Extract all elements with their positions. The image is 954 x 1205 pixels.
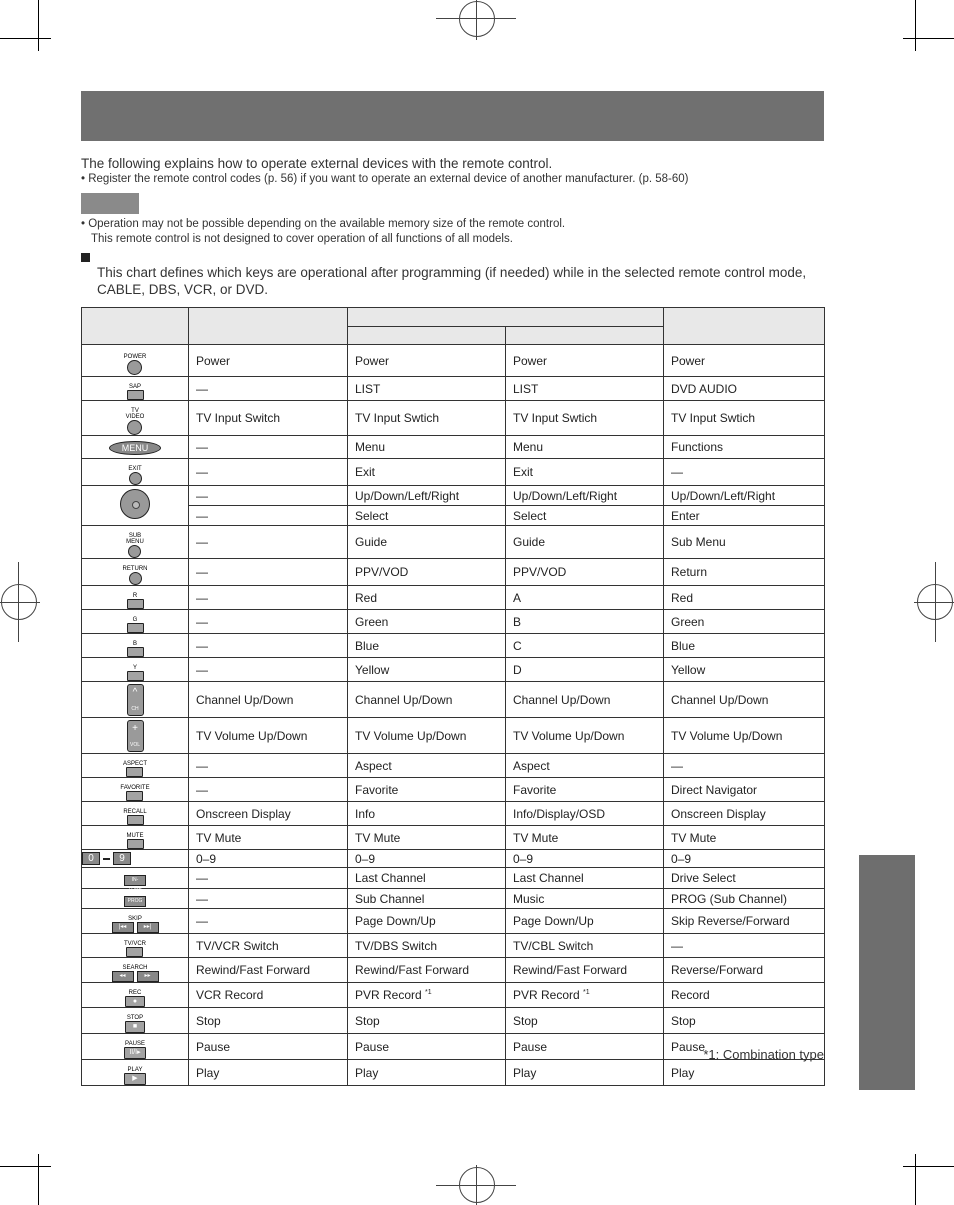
- crop-mark: [0, 1166, 51, 1167]
- cell: Green: [664, 610, 825, 634]
- crop-mark: [903, 1166, 954, 1167]
- cell: Up/Down/Left/Right: [506, 486, 664, 506]
- cell: Exit: [506, 459, 664, 486]
- cell: Select: [348, 506, 506, 526]
- cell: Channel Up/Down: [189, 682, 348, 718]
- table-row: [82, 889, 825, 909]
- cell: Play: [189, 1060, 348, 1086]
- header-row: [82, 308, 825, 327]
- table-row: [82, 436, 825, 459]
- cell: Red: [664, 586, 825, 610]
- cell: 0–9: [189, 850, 348, 868]
- cell: 0–9: [664, 850, 825, 868]
- volume-rocker-icon: + VOL: [82, 718, 189, 754]
- cell: Channel Up/Down: [348, 682, 506, 718]
- table-row: [82, 526, 825, 559]
- pause-button-icon: PAUSE II/I▸: [82, 1034, 189, 1060]
- cell: A: [506, 586, 664, 610]
- cell: Power: [189, 345, 348, 377]
- cell: Pause: [506, 1034, 664, 1060]
- table-row: [82, 401, 825, 436]
- crop-mark: [915, 1154, 916, 1205]
- page-header-bar: [81, 91, 824, 141]
- cell: Stop: [506, 1008, 664, 1034]
- cell: Channel Up/Down: [506, 682, 664, 718]
- table-row: [82, 506, 825, 526]
- cell: PVR Record $^{*1}$: [506, 983, 664, 1008]
- note-label-box: [81, 193, 139, 214]
- cell: PROG (Sub Channel): [664, 889, 825, 909]
- table-row: [82, 934, 825, 958]
- cell: —: [189, 586, 348, 610]
- table-row: [82, 718, 825, 754]
- cell: Reverse/Forward: [664, 958, 825, 983]
- registration-mark: [459, 1, 495, 37]
- cell: TV/DBS Switch: [348, 934, 506, 958]
- cell: Pause: [348, 1034, 506, 1060]
- table-row: [82, 377, 825, 401]
- cell: Channel Up/Down: [664, 682, 825, 718]
- cell: Music: [506, 889, 664, 909]
- table-row: [82, 868, 825, 889]
- cell: —: [189, 436, 348, 459]
- cell: TV Mute: [664, 826, 825, 850]
- cell: Aspect: [348, 754, 506, 778]
- cell: —: [189, 634, 348, 658]
- header-col4: [664, 308, 825, 345]
- cell: —: [189, 459, 348, 486]
- cell: Power: [506, 345, 664, 377]
- header-col1: [189, 308, 348, 345]
- cell: —: [664, 934, 825, 958]
- cell: 0–9: [348, 850, 506, 868]
- cell: TV Input Swtich: [506, 401, 664, 436]
- cell: —: [189, 754, 348, 778]
- cell: TV/VCR Switch: [189, 934, 348, 958]
- crop-mark: [38, 1154, 39, 1205]
- cell: D: [506, 658, 664, 682]
- cell: TV/CBL Switch: [506, 934, 664, 958]
- tv-video-button-icon: TV VIDEO: [82, 401, 189, 436]
- cell: Red: [348, 586, 506, 610]
- cell: Sub Menu: [664, 526, 825, 559]
- cell: Blue: [348, 634, 506, 658]
- cell: TV Volume Up/Down: [664, 718, 825, 754]
- cell: Power: [664, 345, 825, 377]
- record-button-icon: REC ●: [82, 983, 189, 1008]
- registration-line: [0, 602, 40, 603]
- cell: Yellow: [664, 658, 825, 682]
- table-row: [82, 486, 825, 506]
- section-marker: [81, 253, 90, 262]
- cell: TV Volume Up/Down: [506, 718, 664, 754]
- number-keys-icon: 0 9: [82, 850, 189, 868]
- cell: TV Volume Up/Down: [189, 718, 348, 754]
- cell: —: [189, 909, 348, 934]
- search-buttons-icon: SEARCH ◂◂ ▸▸: [82, 958, 189, 983]
- table-row: [82, 958, 825, 983]
- side-tab: [859, 855, 915, 1090]
- sub-menu-button-icon: SUB MENU: [82, 526, 189, 559]
- table-row: [82, 778, 825, 802]
- table-row: [82, 610, 825, 634]
- stop-button-icon: STOP ■: [82, 1008, 189, 1034]
- cell: —: [189, 778, 348, 802]
- cell: Enter: [664, 506, 825, 526]
- cell: PPV/VOD: [506, 559, 664, 586]
- cell: Select: [506, 506, 664, 526]
- cell: Drive Select: [664, 868, 825, 889]
- cell: Rewind/Fast Forward: [506, 958, 664, 983]
- cell: PVR Record $^{*1}$: [348, 983, 506, 1008]
- channel-rocker-icon: ^ CH: [82, 682, 189, 718]
- cell: C: [506, 634, 664, 658]
- exit-button-icon: EXIT: [82, 459, 189, 486]
- cell: Stop: [189, 1008, 348, 1034]
- cell: LIST: [506, 377, 664, 401]
- table-row: [82, 559, 825, 586]
- intro-text: The following explains how to operate external devices with the remote control.: [81, 156, 553, 171]
- cell: TV Volume Up/Down: [348, 718, 506, 754]
- cell: Green: [348, 610, 506, 634]
- cell: —: [189, 377, 348, 401]
- favorite-button-icon: FAVORITE: [82, 778, 189, 802]
- cell: Onscreen Display: [664, 802, 825, 826]
- cell: Up/Down/Left/Right: [664, 486, 825, 506]
- cell: Sub Channel: [348, 889, 506, 909]
- table-row: [82, 459, 825, 486]
- cell: TV Mute: [506, 826, 664, 850]
- table-row: [82, 909, 825, 934]
- cell: Last Channel: [506, 868, 664, 889]
- red-button-icon: R: [82, 586, 189, 610]
- table-row: [82, 802, 825, 826]
- note-line-2: This remote control is not designed to cover operation of all functions of all models.: [91, 233, 513, 245]
- cell: Direct Navigator: [664, 778, 825, 802]
- green-button-icon: G: [82, 610, 189, 634]
- cell: Guide: [348, 526, 506, 559]
- cell: LIST: [348, 377, 506, 401]
- cell: —: [664, 459, 825, 486]
- prog-button-icon: PROG: [82, 889, 189, 909]
- table-row: [82, 850, 825, 868]
- crop-mark: [903, 38, 954, 39]
- footnote: *1: Combination type: [703, 1047, 824, 1062]
- registration-line: [18, 562, 19, 642]
- power-button-icon: POWER: [82, 345, 189, 377]
- crop-mark: [0, 38, 51, 39]
- cell: Page Down/Up: [348, 909, 506, 934]
- cell: —: [664, 754, 825, 778]
- cell: Pause: [664, 1034, 825, 1060]
- table-row: [82, 658, 825, 682]
- cell: —: [189, 658, 348, 682]
- cell: Play: [506, 1060, 664, 1086]
- cell: Info: [348, 802, 506, 826]
- cell: TV Input Swtich: [664, 401, 825, 436]
- table-row: [82, 586, 825, 610]
- cell: Play: [664, 1060, 825, 1086]
- cell: Yellow: [348, 658, 506, 682]
- chart-description: This chart defines which keys are operational after programming (if needed) while in the selected remote control mode, CABLE, DBS, VCR, or DVD.: [97, 265, 807, 297]
- registration-line: [914, 602, 954, 603]
- cell: Guide: [506, 526, 664, 559]
- cell: Rewind/Fast Forward: [189, 958, 348, 983]
- blue-button-icon: B: [82, 634, 189, 658]
- cell: —: [189, 610, 348, 634]
- cell: Page Down/Up: [506, 909, 664, 934]
- cell: —: [189, 868, 348, 889]
- cell: PPV/VOD: [348, 559, 506, 586]
- cell: —: [189, 506, 348, 526]
- dpad-icon: [82, 486, 189, 526]
- cell: Last Channel: [348, 868, 506, 889]
- cell: Return: [664, 559, 825, 586]
- cell: Functions: [664, 436, 825, 459]
- header-key: [82, 308, 189, 345]
- cell: VCR Record: [189, 983, 348, 1008]
- cell: TV Mute: [348, 826, 506, 850]
- cell: B: [506, 610, 664, 634]
- sap-button-icon: SAP: [82, 377, 189, 401]
- register-bullet: • Register the remote control codes (p. 56) if you want to operate an external device of another manufacturer. (p. 58-60): [81, 173, 689, 185]
- mute-button-icon: MUTE: [82, 826, 189, 850]
- recall-button-icon: RECALL: [82, 802, 189, 826]
- key-function-table: [81, 307, 825, 1086]
- cell: Rewind/Fast Forward: [348, 958, 506, 983]
- note-line-1: • Operation may not be possible depending on the available memory size of the remote control.: [81, 218, 566, 230]
- cell: Exit: [348, 459, 506, 486]
- registration-line: [935, 562, 936, 642]
- cell: Blue: [664, 634, 825, 658]
- table-row: [82, 1060, 825, 1086]
- table-row: [82, 826, 825, 850]
- return-button-icon: RETURN: [82, 559, 189, 586]
- table-row: [82, 1008, 825, 1034]
- in-tune-button-icon: IN-TUNE: [82, 868, 189, 889]
- cell: Aspect: [506, 754, 664, 778]
- cell: Power: [348, 345, 506, 377]
- crop-mark: [915, 0, 916, 51]
- cell: Stop: [348, 1008, 506, 1034]
- header-col3: [506, 326, 664, 345]
- cell: —: [189, 486, 348, 506]
- table-row: [82, 754, 825, 778]
- cell: TV Input Swtich: [348, 401, 506, 436]
- cell: Up/Down/Left/Right: [348, 486, 506, 506]
- table-row: [82, 682, 825, 718]
- tv-vcr-button-icon: TV/VCR: [82, 934, 189, 958]
- cell: TV Mute: [189, 826, 348, 850]
- table-row: [82, 345, 825, 377]
- cell: Menu: [348, 436, 506, 459]
- cell: Menu: [506, 436, 664, 459]
- table-row: [82, 983, 825, 1008]
- play-button-icon: PLAY ▶: [82, 1060, 189, 1086]
- header-col2: [348, 326, 506, 345]
- registration-line: [476, 1165, 477, 1205]
- cell: Favorite: [506, 778, 664, 802]
- menu-button-icon: MENU: [82, 436, 189, 459]
- cell: Onscreen Display: [189, 802, 348, 826]
- skip-buttons-icon: SKIP |◂◂ ▸▸|: [82, 909, 189, 934]
- cell: Record: [664, 983, 825, 1008]
- cell: —: [189, 559, 348, 586]
- cell: Info/Display/OSD: [506, 802, 664, 826]
- yellow-button-icon: Y: [82, 658, 189, 682]
- aspect-button-icon: ASPECT: [82, 754, 189, 778]
- table-row: [82, 634, 825, 658]
- cell: Favorite: [348, 778, 506, 802]
- cell: Stop: [664, 1008, 825, 1034]
- cell: Skip Reverse/Forward: [664, 909, 825, 934]
- cell: Play: [348, 1060, 506, 1086]
- cell: Pause: [189, 1034, 348, 1060]
- cell: DVD AUDIO: [664, 377, 825, 401]
- registration-line: [476, 0, 477, 40]
- cell: TV Input Switch: [189, 401, 348, 436]
- cell: —: [189, 889, 348, 909]
- header-group: [348, 308, 664, 327]
- cell: 0–9: [506, 850, 664, 868]
- crop-mark: [38, 0, 39, 51]
- cell: —: [189, 526, 348, 559]
